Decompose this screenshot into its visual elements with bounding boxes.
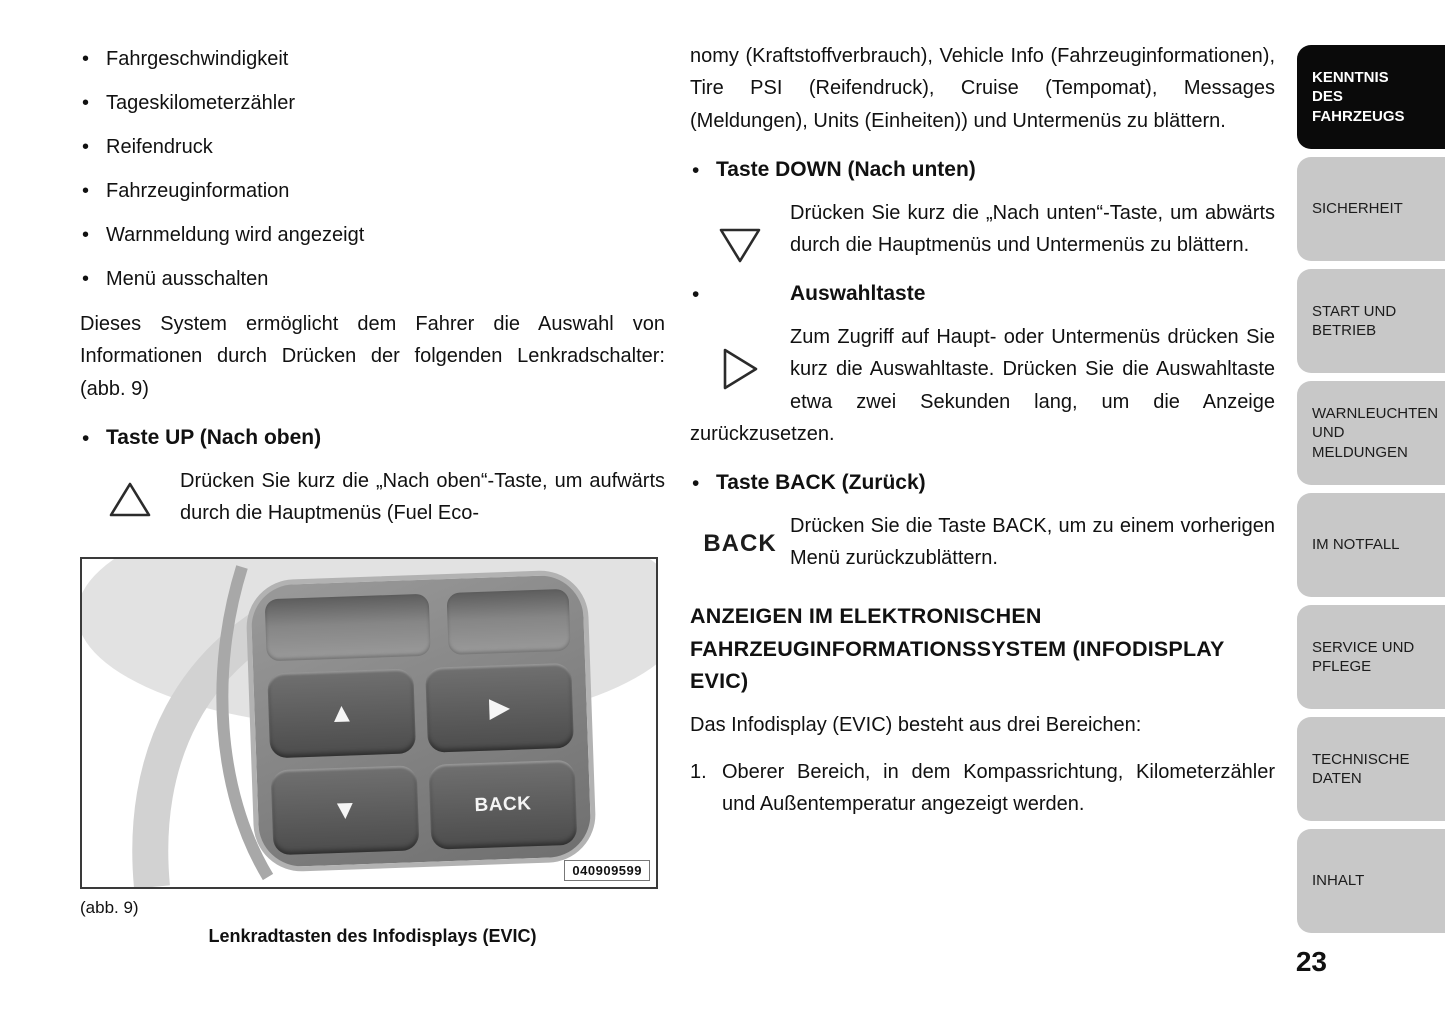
tab-inhalt[interactable]: INHALT <box>1297 829 1445 933</box>
list-item: • Tageskilometerzähler <box>80 88 665 118</box>
taste-up-paragraph <box>80 465 665 530</box>
item-number: 1. <box>690 760 707 783</box>
down-triangle-icon <box>690 197 790 293</box>
auswahltaste-text: Zum Zugriff auf Haupt- oder Untermenüs drücken Sie kurz die Auswahltaste. Drücken Sie die Auswahltaste etwa zwei Sekunden lang, um die Anzeige zurückzusetzen. <box>690 325 1275 445</box>
tab-sicherheit[interactable]: SICHERHEIT <box>1297 157 1445 261</box>
taste-back-paragraph <box>690 510 1275 575</box>
feature-bullet-list <box>80 44 665 294</box>
down-arrow-key <box>271 766 420 856</box>
tab-technische-daten[interactable]: TECHNISCHE DATEN <box>1297 717 1445 821</box>
taste-down-paragraph <box>690 197 1275 262</box>
figure-reference: (abb. 9) <box>80 898 139 918</box>
list-item: • Menü ausschalten <box>80 264 665 294</box>
up-arrow-glyph: ▲ <box>327 697 356 729</box>
auswahltaste-paragraph <box>690 321 1275 451</box>
evic-section-heading: ANZEIGEN IM ELEKTRONISCHEN FAHRZEUGINFORMATIONSSYSTEM (INFODISPLAY EVIC) <box>690 604 1225 693</box>
right-triangle-icon <box>690 321 790 417</box>
numbered-item-1 <box>690 756 1275 821</box>
tab-warnleuchten-und-meldungen[interactable]: WARNLEUCHTEN UND MELDUNGEN <box>1297 381 1445 485</box>
blank-key-right <box>447 589 571 655</box>
taste-back-text: Drücken Sie die Taste BACK, um zu einem vorherigen Menü zurückzublättern. <box>790 514 1275 570</box>
back-key-label: BACK <box>474 793 532 817</box>
taste-down-text: Drücken Sie kurz die „Nach unten“-Taste, um abwärts durch die Hauptmenüs und Untermenüs zu blättern. <box>790 201 1275 256</box>
figure-code: 040909599 <box>564 860 650 881</box>
list-item: • Warnmeldung wird angezeigt <box>80 220 665 250</box>
list-item: • Fahrzeuginformation <box>80 176 665 206</box>
taste-back-heading: • Taste BACK (Zurück) <box>690 468 1275 497</box>
left-column <box>80 44 665 947</box>
back-key <box>429 760 578 850</box>
tab-service-und-pflege[interactable]: SERVICE UND PFLEGE <box>1297 605 1445 709</box>
taste-up-heading: • Taste UP (Nach oben) <box>80 423 665 452</box>
figure-evic-steering-buttons <box>80 557 658 889</box>
select-arrow-key <box>425 663 574 753</box>
right-column <box>690 40 1275 820</box>
continuation-paragraph: nomy (Kraftstoffverbrauch), Vehicle Info (Fahrzeuginformationen), Tire PSI (Reifendruck), Cruise (Tempomat), Messages (Meldungen), Units (Einheiten)) und Untermenüs zu blättern. <box>690 45 1275 132</box>
tab-kenntnis-des-fahrzeugs[interactable]: KENNTNIS DES FAHRZEUGS <box>1297 45 1445 149</box>
taste-down-heading: • Taste DOWN (Nach unten) <box>690 155 1275 184</box>
blank-key-left <box>265 594 431 662</box>
page-number: 23 <box>1295 946 1327 977</box>
tab-im-notfall[interactable]: IM NOTFALL <box>1297 493 1445 597</box>
tab-start-und-betrieb[interactable]: START UND BETRIEB <box>1297 269 1445 373</box>
right-arrow-glyph: ▶ <box>488 692 511 723</box>
list-item: • Fahrgeschwindigkeit <box>80 44 665 74</box>
up-arrow-key <box>267 669 416 759</box>
taste-up-text: Drücken Sie kurz die „Nach oben“-Taste, um aufwärts durch die Hauptmenüs (Fuel Eco- <box>180 469 665 524</box>
button-pad <box>245 569 597 873</box>
auswahltaste-heading: • Auswahltaste <box>690 279 1275 308</box>
down-arrow-glyph: ▼ <box>331 794 359 826</box>
figure-caption: Lenkradtasten des Infodisplays (EVIC) <box>208 926 537 947</box>
pad-button-grid <box>267 663 577 855</box>
evic-intro: Das Infodisplay (EVIC) besteht aus drei Bereichen: <box>690 714 1142 737</box>
up-triangle-icon <box>80 465 180 535</box>
item-text: Oberer Bereich, in dem Kompassrichtung, Kilometerzähler und Außentemperatur angezeigt werden. <box>722 760 1275 815</box>
back-word-icon: BACK <box>703 530 777 558</box>
pad-top-row <box>265 589 571 662</box>
intro-paragraph: Dieses System ermöglicht dem Fahrer die Auswahl von Informationen durch Drücken der folgenden Lenkradschalter: (abb. 9) <box>80 313 665 400</box>
chapter-tab-sidebar <box>1297 45 1445 941</box>
list-item: • Reifendruck <box>80 132 665 162</box>
